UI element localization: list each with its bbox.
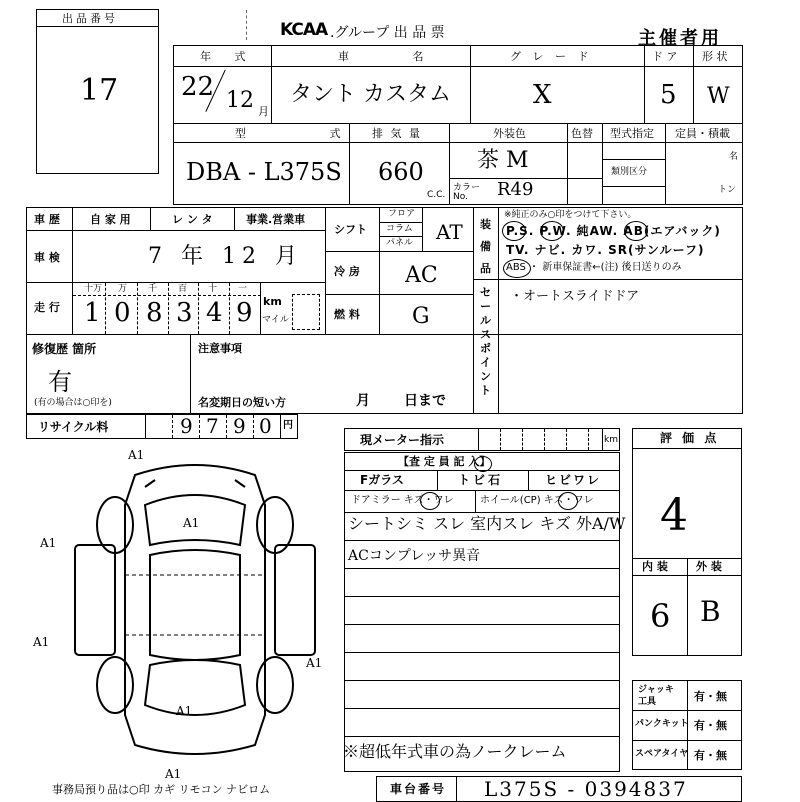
glass-label: Fガラス	[360, 473, 404, 487]
mirror-label: ドアミラー キズ・ワレ	[351, 495, 454, 506]
jack-yesno: 有・無	[694, 690, 727, 703]
capacity-label: 定員・積載	[675, 127, 730, 140]
chassis-label: 車台番号	[390, 782, 447, 796]
score-label: 評 価 点	[660, 431, 720, 445]
fuel-label: 燃 料	[334, 308, 360, 321]
sales-point-label: セールスポイント	[480, 286, 491, 397]
inspection-label: 車 検	[34, 251, 60, 264]
month-value: 12	[226, 88, 254, 113]
mirror-scratch-circle	[420, 492, 440, 510]
lot-number-value: 17	[80, 73, 119, 108]
repair-value: 有	[48, 368, 72, 396]
history-label: 車 歴	[34, 213, 60, 226]
history-business: 事業.営業車	[246, 213, 306, 226]
model-label: 型 式	[235, 127, 381, 140]
recycle-unit: 円	[283, 420, 293, 431]
meter-unit: km	[604, 435, 618, 445]
office-note: 事務局預り品は○印 カギ リモコン ナビロム	[52, 783, 271, 796]
ac-label: 冷 房	[334, 265, 360, 278]
shift-value: AT	[436, 220, 463, 244]
repair-month: 月	[356, 393, 370, 409]
month-unit: 月	[258, 105, 269, 118]
car-diagram	[60, 445, 330, 775]
jack-label: ジャッキ 工具	[638, 685, 674, 707]
disp-value: 660	[378, 158, 424, 186]
history-private: 自 家 用	[90, 213, 131, 226]
year-label: 年 式	[200, 50, 256, 63]
chassis-value: L375S - 0394837	[484, 777, 688, 801]
mile-label: マイル	[262, 315, 289, 325]
damage-mark-a1: A1	[176, 704, 193, 718]
mileage-dashed-box	[292, 294, 320, 330]
interior-label: 内 装	[642, 560, 668, 573]
short-term-label: 名変期日の短い方	[198, 396, 286, 409]
caution-label: 注意事項	[198, 342, 242, 355]
inspection-footer-note: ※超低年式車の為ノークレーム	[343, 742, 567, 761]
header-title: .グループ 出 品 票	[330, 25, 445, 41]
shift-column: コラム	[386, 224, 413, 234]
equipment-label: 装 備 品	[480, 218, 491, 275]
meter-label: 現メーター指示	[360, 433, 445, 447]
wheel-label: ホイール(CP) キズ・ワレ	[480, 495, 594, 506]
ton-unit: トン	[718, 185, 737, 195]
color-no-label: カラーNo.	[453, 183, 481, 202]
equipment-line3: ABS ・ 新車保証書←(注) 後日送りのみ	[506, 262, 682, 273]
name-label: 車 名	[338, 50, 454, 63]
door-value: 5	[660, 80, 677, 110]
digit-label: 百	[178, 284, 188, 294]
ps-circle	[502, 221, 526, 241]
exterior-label: 外 装	[696, 560, 722, 573]
type-spec-label: 型式指定	[610, 127, 654, 140]
equipment-line2: TV. ナビ. カワ. SR(サンルーフ)	[506, 243, 705, 257]
chip-label: トビ石	[458, 473, 504, 487]
disp-label: 排 気 量	[372, 127, 422, 140]
ab-circle	[624, 221, 648, 241]
mileage-digit: 9	[236, 298, 253, 328]
puncture-yesno: 有・無	[694, 719, 727, 732]
recycle-digit: 0	[259, 414, 272, 438]
damage-mark-a1: A1	[306, 656, 323, 670]
digit-label: 千	[148, 284, 158, 294]
mileage-digit: 3	[176, 298, 193, 328]
repair-day: 日まで	[404, 393, 446, 409]
mileage-digit: 0	[114, 298, 131, 328]
mileage-digit: 4	[206, 298, 223, 328]
km-label: km	[263, 295, 282, 308]
class-label: 類別区分	[611, 167, 648, 177]
spare-yesno: 有・無	[694, 749, 727, 762]
spare-label: スペアタイヤ	[635, 749, 689, 759]
score-value: 4	[660, 490, 688, 541]
recycle-label: リサイクル料	[38, 420, 109, 434]
lot-number-label: 出品番号	[62, 12, 118, 25]
crack-label: ヒビワレ	[545, 473, 602, 487]
shift-panel: パネル	[386, 238, 414, 248]
interior-value: 6	[650, 597, 671, 635]
person-unit: 名	[729, 152, 739, 162]
equipment-note: ※純正のみ○印をつけて下さい。	[504, 210, 637, 220]
shift-floor: フロア	[388, 209, 416, 219]
digit-label: 一	[238, 284, 248, 294]
dash-mark	[234, 10, 247, 40]
recycle-digit: 9	[180, 414, 193, 438]
header-logo: KCAA	[280, 20, 328, 40]
car-name: タント カスタム	[290, 82, 451, 107]
equipment-line1: P.S. P.W. 純AW. AB(エアバック)	[506, 224, 721, 238]
fuel-value: G	[412, 304, 430, 329]
damage-mark-a1: A1	[165, 767, 182, 781]
history-rental: レ ン タ	[172, 213, 213, 226]
damage-mark-a1: A1	[40, 536, 57, 550]
digit-label: 十万	[84, 284, 103, 294]
mileage-label: 走 行	[34, 301, 60, 314]
damage-mark-a1: A1	[128, 448, 145, 462]
recycle-digit: 9	[233, 414, 246, 438]
inspection-note: ACコンプレッサ異音	[348, 548, 481, 564]
disp-unit: C.C.	[427, 190, 446, 200]
shift-label: シフト	[334, 223, 367, 236]
recycle-digit: 7	[206, 414, 219, 438]
mileage-digit: 1	[84, 298, 101, 328]
repair-note: (有の場合は○印を)	[34, 398, 112, 408]
inspection-note: シートシミ スレ 室内スレ キズ 外A/W	[348, 514, 626, 533]
color-label: 外装色	[493, 127, 526, 140]
inspection-title: 【査 定 員 記 入】	[398, 455, 491, 468]
model-value: DBA - L375S	[186, 158, 342, 186]
wheel-scratch-circle	[558, 492, 578, 510]
grade-label: グ レ ー ド	[510, 50, 593, 63]
sales-point-text: ・オートスライドドア	[510, 289, 640, 304]
digit-label: 十	[208, 284, 218, 294]
door-label: ド ア	[652, 50, 678, 63]
exterior-value: B	[700, 595, 721, 628]
mileage-digit: 8	[146, 298, 163, 328]
color-no-value: R49	[497, 179, 534, 200]
damage-mark-a1: A1	[183, 516, 200, 530]
shape-label: 形 状	[702, 50, 728, 63]
chip-mark	[474, 456, 492, 472]
ac-value: AC	[405, 263, 438, 288]
damage-mark-a1: A1	[33, 635, 50, 649]
year-value: 22	[181, 72, 215, 102]
repair-label: 修復歴 箇所	[32, 342, 97, 356]
puncture-label: パンクキット	[635, 719, 689, 729]
shape-value: W	[707, 84, 730, 109]
abs-circle	[503, 259, 531, 278]
grade-value: X	[533, 80, 552, 110]
inspection-value: 7 年 12 月	[148, 244, 303, 269]
digit-label: 万	[118, 284, 128, 294]
color-change-label: 色替	[571, 127, 593, 140]
pw-circle	[540, 221, 564, 241]
organizer-label: 主催者用	[638, 28, 722, 49]
color-value: 茶 M	[477, 148, 529, 173]
